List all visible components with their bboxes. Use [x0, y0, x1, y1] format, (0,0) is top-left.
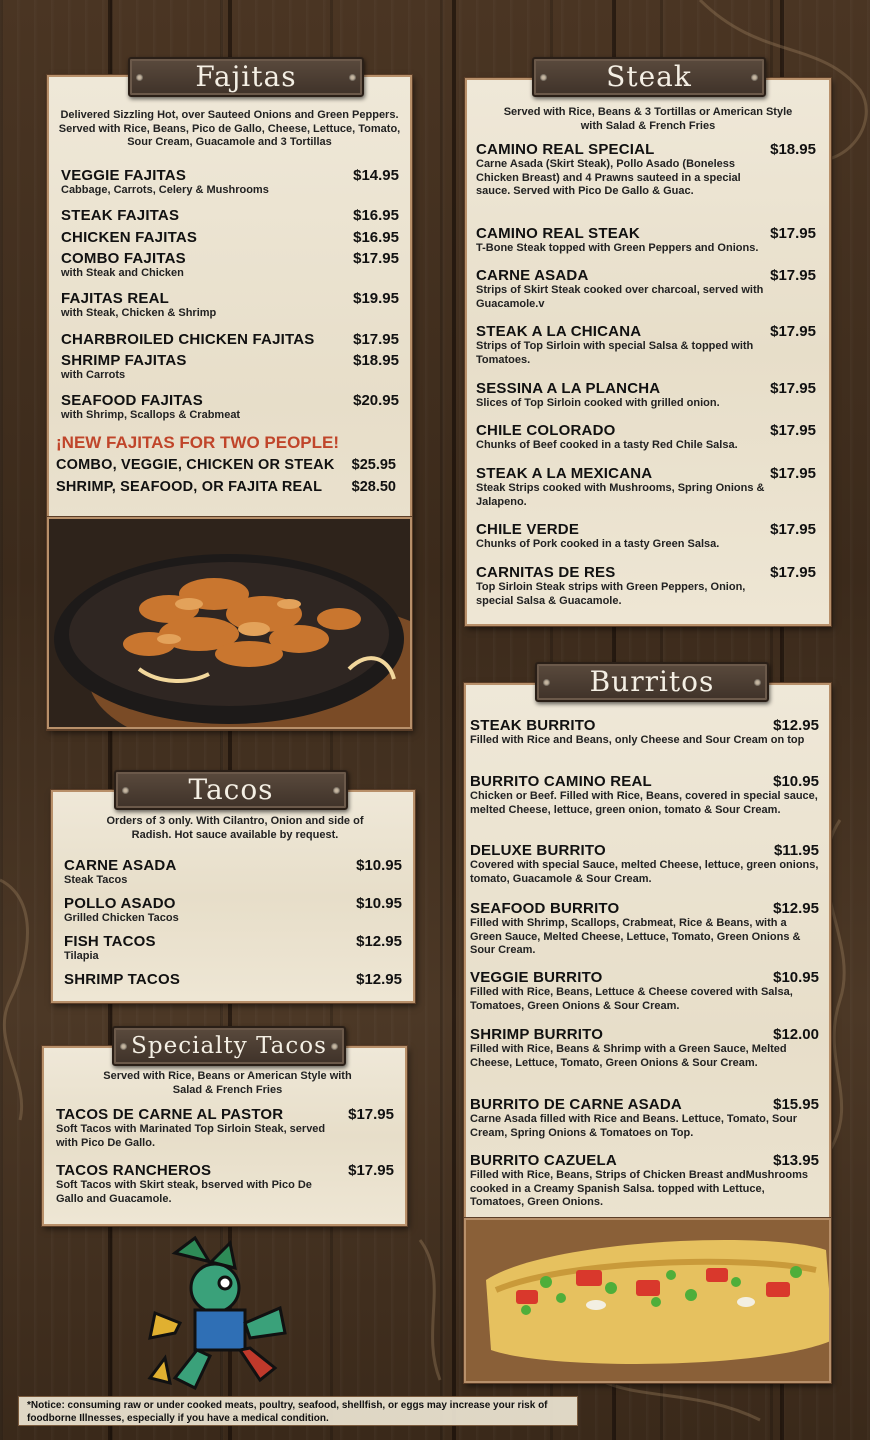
menu-item — [61, 392, 399, 423]
item-name: CARNE ASADA — [476, 267, 589, 284]
item-description: Cabbage, Carrots, Celery & Mushrooms — [61, 184, 269, 196]
item-name: BURRITO CAMINO REAL — [470, 773, 652, 790]
item-price: $17.95 — [770, 323, 816, 340]
item-name: VEGGIE BURRITO — [470, 969, 603, 986]
item-name: VEGGIE FAJITAS — [61, 167, 187, 184]
item-name: COMBO FAJITAS — [61, 250, 186, 267]
item-price: $10.95 — [356, 857, 402, 874]
item-name: CHARBROILED CHICKEN FAJITAS — [61, 331, 315, 348]
item-description: Tilapia — [64, 950, 99, 962]
menu-item — [64, 857, 402, 888]
item-name: FAJITAS REAL — [61, 290, 169, 307]
menu-item — [476, 380, 816, 411]
item-description: Carne Asada filled with Rice and Beans. Lettuce, Tomato, Sour Cream, Spring Onions & Tomatoes on Top. — [470, 1113, 798, 1139]
item-price: $12.95 — [773, 900, 819, 917]
item-name: CHILE VERDE — [476, 521, 580, 538]
item-description: Soft Tacos with Skirt steak, bserved with Pico De Gallo and Guacamole. — [56, 1179, 312, 1205]
item-price: $13.95 — [773, 1152, 819, 1169]
promo-title: ¡NEW FAJITAS FOR TWO PEOPLE! — [56, 433, 340, 452]
menu-item — [56, 1162, 394, 1206]
menu-item — [61, 290, 399, 321]
item-name: FISH TACOS — [64, 933, 156, 950]
item-price: $17.95 — [770, 225, 816, 242]
menu-item — [470, 900, 819, 958]
item-description: Filled with Rice, Beans, Lettuce & Cheese covered with Salsa, Tomatoes, Green Onions & Sour Cream. — [470, 986, 793, 1012]
item-name: STEAK FAJITAS — [61, 207, 180, 224]
menu-item — [476, 521, 816, 552]
item-description: Grilled Chicken Tacos — [64, 912, 179, 924]
item-name: CHICKEN FAJITAS — [61, 229, 198, 246]
item-price: $10.95 — [773, 969, 819, 986]
item-name: SHRIMP TACOS — [64, 971, 181, 988]
menu-item — [64, 895, 402, 926]
item-description: with Shrimp, Scallops & Crabmeat — [61, 409, 241, 421]
item-price: $17.95 — [348, 1106, 394, 1123]
specialty-tacos-title: Specialty Tacos — [131, 1033, 327, 1059]
item-description: Filled with Shrimp, Scallops, Crabmeat, Rice & Beans, with a Green Sauce, Melted Cheese, Lettuce, Tomato, Green Onions & Sour Cream. — [470, 917, 801, 956]
item-price: $17.95 — [770, 267, 816, 284]
specialty-tacos-sign — [112, 1026, 346, 1066]
item-price: $17.95 — [348, 1162, 394, 1179]
item-price: $17.95 — [770, 380, 816, 397]
item-name: TACOS RANCHEROS — [56, 1162, 212, 1179]
promo-item: COMBO, VEGGIE, CHICKEN OR STEAK $25.95 — [56, 457, 396, 473]
item-price: $14.95 — [353, 167, 399, 184]
item-name: SHRIMP BURRITO — [470, 1026, 604, 1043]
burritos-sign — [535, 662, 769, 702]
item-name: STEAK BURRITO — [470, 717, 596, 734]
menu-item — [61, 229, 399, 246]
item-name: CHILE COLORADO — [476, 422, 616, 439]
item-name: SESSINA A LA PLANCHA — [476, 380, 661, 397]
item-description: Soft Tacos with Marinated Top Sirloin Steak, served with Pico De Gallo. — [56, 1123, 326, 1149]
item-name: SEAFOOD FAJITAS — [61, 392, 203, 409]
item-price: $12.95 — [356, 971, 402, 988]
menu-item — [61, 167, 399, 198]
menu-item — [470, 717, 819, 748]
item-price: $12.00 — [773, 1026, 819, 1043]
menu-item — [470, 1096, 819, 1140]
item-name: BURRITO DE CARNE ASADA — [470, 1096, 682, 1113]
menu-item — [476, 422, 816, 453]
tacos-sign — [114, 770, 348, 810]
item-price: $15.95 — [773, 1096, 819, 1113]
item-price: $18.95 — [770, 141, 816, 158]
item-price: $18.95 — [353, 352, 399, 369]
menu-item — [476, 267, 816, 311]
item-name: STEAK A LA CHICANA — [476, 323, 642, 340]
item-price: $11.95 — [773, 842, 819, 859]
item-description: Strips of Top Sirloin with special Salsa & topped with Tomatoes. — [476, 340, 754, 366]
item-price: $12.95 — [356, 933, 402, 950]
menu-item — [61, 250, 399, 281]
item-description: Carne Asada (Skirt Steak), Pollo Asado (Boneless Chicken Breast) and 4 Prawns sauteed in a special sauce. Served with Pico De Gallo & Guac. — [476, 158, 741, 197]
item-description: with Carrots — [61, 369, 126, 381]
item-description: with Steak, Chicken & Shrimp — [61, 307, 217, 319]
menu-item — [61, 352, 399, 383]
menu-item — [470, 842, 819, 886]
item-price: $16.95 — [353, 229, 399, 246]
item-description: Chunks of Pork cooked in a tasty Green Salsa. — [476, 538, 720, 550]
menu-item — [470, 1152, 819, 1210]
item-description: Filled with Rice, Beans & Shrimp with a Green Sauce, Melted Cheese, Lettuce, Tomato, Green Onions & Sour Cream. — [470, 1043, 787, 1069]
item-description: Steak Tacos — [64, 874, 128, 886]
item-description: Filled with Rice, Beans, Strips of Chicken Breast andMushrooms cooked in a Creamy Spanish Salsa. topped with Lettuce, Tomatoes, Green Onions. — [470, 1169, 809, 1208]
fajitas-photo — [47, 517, 412, 729]
item-description: Covered with special Sauce, melted Cheese, lettuce, green onions, tomato, Guacamole & Sour Cream. — [470, 859, 819, 885]
menu-item — [476, 141, 816, 199]
menu-item — [64, 971, 402, 988]
item-description: Chunks of Beef cooked in a tasty Red Chile Salsa. — [476, 439, 738, 451]
item-description: Chicken or Beef. Filled with Rice, Beans, covered in special sauce, melted Cheese, lettuce, green onion, tomato & Sour Cream. — [470, 790, 818, 816]
menu-item — [476, 465, 816, 509]
item-name: DELUXE BURRITO — [470, 842, 606, 859]
item-description: Strips of Skirt Steak cooked over charcoal, served with Guacamole.v — [476, 284, 764, 310]
burritos-title: Burritos — [589, 665, 715, 698]
item-description: Filled with Rice and Beans, only Cheese and Sour Cream on top — [470, 734, 805, 746]
item-name: SEAFOOD BURRITO — [470, 900, 620, 917]
item-price: $10.95 — [356, 895, 402, 912]
health-notice: *Notice: consuming raw or under cooked meats, poultry, seafood, shellfish, or eggs may increase your risk of foodborne Illnesses, especially if you have a medical condition. — [18, 1396, 578, 1426]
item-name: CAMINO REAL SPECIAL — [476, 141, 655, 158]
item-description: Top Sirloin Steak strips with Green Peppers, Onion, special Salsa & Guacamole. — [476, 581, 746, 607]
item-price: $19.95 — [353, 290, 399, 307]
burrito-photo — [464, 1218, 831, 1383]
steak-intro: Served with Rice, Beans & 3 Tortillas or American Style with Salad & French Fries — [503, 106, 793, 132]
fajitas-intro: Delivered Sizzling Hot, over Sauteed Onions and Green Peppers. Served with Rice, Beans, Pico de Gallo, Cheese, Lettuce, Tomato, Sour Cream, Guacamole and 3 Tortillas — [58, 109, 401, 148]
item-description: Steak Strips cooked with Mushrooms, Spring Onions & Jalapeno. — [476, 482, 765, 508]
item-name: BURRITO CAZUELA — [470, 1152, 617, 1169]
menu-item — [470, 773, 819, 817]
item-price: $17.95 — [770, 521, 816, 538]
menu-item — [476, 323, 816, 367]
fajitas-sign — [128, 57, 364, 97]
specialty-tacos-intro: Served with Rice, Beans or American Style with Salad & French Fries — [103, 1070, 352, 1096]
menu-item — [476, 564, 816, 608]
item-name: SHRIMP FAJITAS — [61, 352, 187, 369]
item-name: TACOS DE CARNE AL PASTOR — [56, 1106, 284, 1123]
item-description: Slices of Top Sirloin cooked with grilled onion. — [476, 397, 720, 409]
item-name: POLLO ASADO — [64, 895, 176, 912]
menu-item — [64, 933, 402, 964]
steak-sign — [532, 57, 766, 97]
menu-item — [470, 1026, 819, 1070]
menu-item — [61, 331, 399, 348]
fajitas-title: Fajitas — [195, 60, 297, 93]
item-price: $17.95 — [770, 465, 816, 482]
menu-item — [61, 207, 399, 224]
item-price: $17.95 — [353, 331, 399, 348]
item-description: with Steak and Chicken — [61, 267, 184, 279]
item-price: $17.95 — [770, 422, 816, 439]
steak-title: Steak — [606, 60, 692, 93]
item-name: CARNE ASADA — [64, 857, 177, 874]
menu-item — [56, 1106, 394, 1150]
item-price: $16.95 — [353, 207, 399, 224]
promo-item: SHRIMP, SEAFOOD, OR FAJITA REAL $28.50 — [56, 479, 396, 495]
aztec-figure-illustration — [135, 1228, 300, 1393]
item-price: $10.95 — [773, 773, 819, 790]
item-price: $17.95 — [770, 564, 816, 581]
menu-item — [470, 969, 819, 1013]
item-price: $17.95 — [353, 250, 399, 267]
item-name: CARNITAS DE RES — [476, 564, 616, 581]
tacos-title: Tacos — [188, 773, 274, 806]
item-name: CAMINO REAL STEAK — [476, 225, 640, 242]
item-price: $20.95 — [353, 392, 399, 409]
item-description: T-Bone Steak topped with Green Peppers and Onions. — [476, 242, 759, 254]
menu-item — [476, 225, 816, 256]
item-name: STEAK A LA MEXICANA — [476, 465, 653, 482]
item-price: $12.95 — [773, 717, 819, 734]
tacos-intro: Orders of 3 only. With Cilantro, Onion and side of Radish. Hot sauce available by request. — [106, 815, 364, 841]
